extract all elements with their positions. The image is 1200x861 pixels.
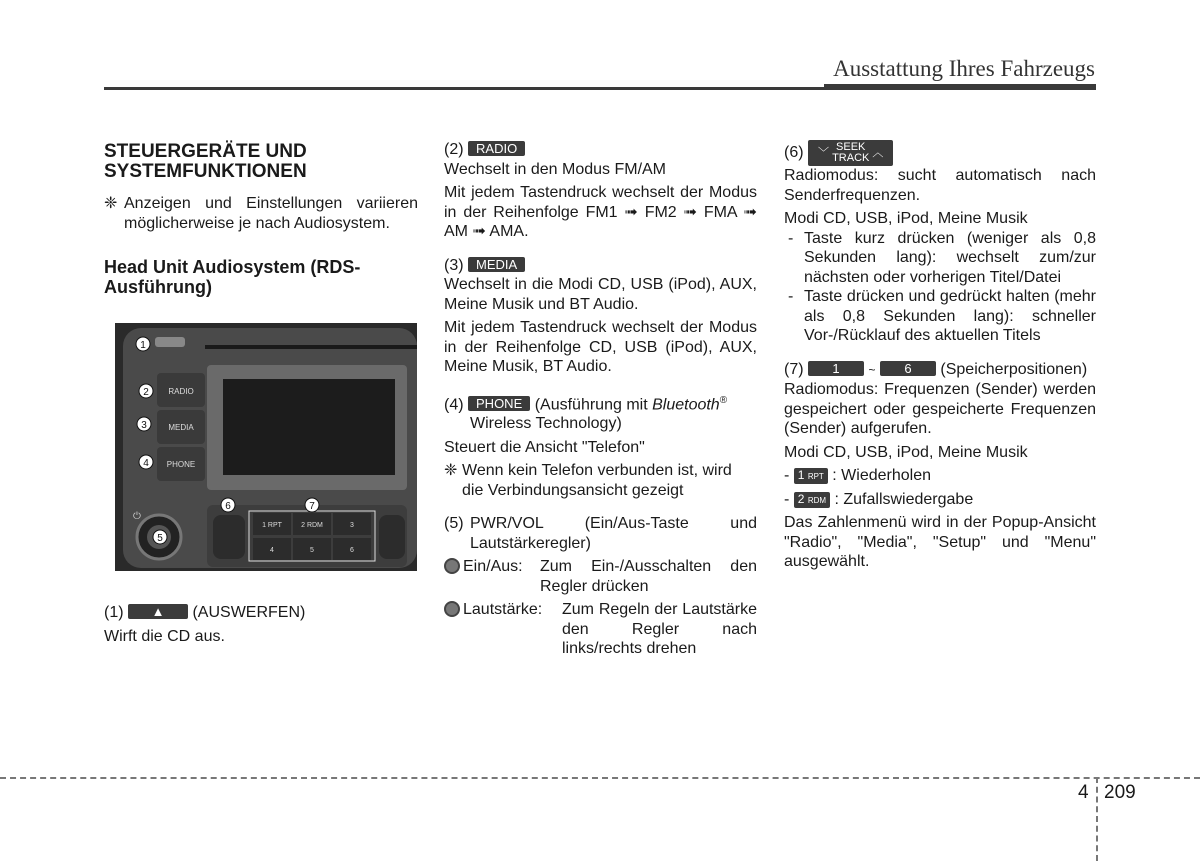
radio-label: RADIO (168, 387, 194, 396)
page-number: 209 (1104, 782, 1136, 803)
item-4-head-cont: Wireless Technology) (470, 415, 622, 433)
preset-1-label: 1 (808, 361, 864, 376)
repeat-line: - 1 RPT : Wiederholen (784, 467, 931, 484)
rpt-button-label: 1 RPT (794, 468, 828, 484)
callout-3: 3 (141, 420, 147, 431)
item-3-p1: Wechselt in die Modi CD, USB (iPod), AUX, Meine Musik und BT Audio. (444, 276, 757, 313)
preset-1-label: 1 RPT (262, 522, 282, 529)
radio-button-label: RADIO (468, 141, 525, 156)
section-heading: STEUERGERÄTE UND SYSTEMFUNKTIONEN (104, 141, 307, 182)
cd-slot (205, 345, 417, 349)
pty-button (379, 515, 405, 559)
preset-4-label: 4 (270, 547, 274, 554)
column-2 (444, 140, 757, 659)
preset-3-label: 3 (350, 522, 354, 529)
phone-button-label: PHONE (468, 396, 530, 411)
media-button-label: MEDIA (468, 257, 525, 272)
item-5-vol: Lautstärke: Zum Regeln der Lautstärke den Regler nach links/rechts drehen (444, 600, 757, 659)
item-7-p2: Modi CD, USB, iPod, Meine Musik (784, 443, 1028, 461)
item-1: (1) ▲ (AUSWERFEN) (104, 604, 306, 621)
note-icon: ❈ (444, 462, 458, 480)
item-2-p2: Mit jedem Tastendruck wechselt der Modus in der Reihenfolge FM1 ➟ FM2 ➟ FMA ➟ AM ➟ AMA. (444, 184, 757, 240)
item-5: (5) PWR/VOL (Ein/Aus-Taste und Lautstärkeregler) (444, 515, 757, 552)
knob-icon (444, 601, 460, 617)
item-2-p1: Wechselt in den Modus FM/AM (444, 160, 667, 178)
rdm-button-label: 2 RDM (794, 492, 830, 508)
item-6-head: (6) ﹀ SEEK TRACK ︿ (784, 140, 1096, 166)
column-3 (784, 140, 1096, 572)
media-label: MEDIA (168, 423, 194, 432)
power-icon: ⏻ (133, 511, 141, 522)
chapter-number: 4 (1078, 782, 1089, 803)
callout-6: 6 (225, 501, 231, 512)
callout-2: 2 (143, 387, 149, 398)
item-7-p3: Das Zahlenmenü wird in der Popup-Ansicht "Radio", "Media", "Setup" und "Menu" ausgewählt. (784, 514, 1096, 570)
chevron-down-icon: ﹀ (818, 146, 830, 159)
knob-icon (444, 558, 460, 574)
eject-icon: ▲ (128, 604, 188, 619)
preset-2-label: 2 RDM (301, 522, 323, 529)
item-6-d1: - Taste kurz drücken (weniger als 0,8 Sekunden lang): wechselt zum/zur nächsten oder vorherigen Titel/Datei (788, 229, 1096, 286)
running-header: Ausstattung Ihres Fahrzeugs (833, 56, 1095, 81)
note (104, 194, 418, 233)
subheading: Head Unit Audiosystem (RDS-Ausführung) (104, 257, 361, 297)
item-6-d2: - Taste drücken und gedrückt halten (mehr als 0,8 Sekunden lang): schneller Vor-/Rücklauf des aktuellen Titels (788, 288, 1096, 344)
item-6-p1: Radiomodus: sucht automatisch nach Senderfrequenzen. (784, 167, 1096, 204)
item-3-p2: Mit jedem Tastendruck wechselt der Modus in der Reihenfolge CD, USB (iPod), AUX, Meine Musik, BT Audio. (444, 319, 757, 375)
callout-4: 4 (143, 458, 149, 469)
item-4-head: (4) PHONE (Ausführung mit Bluetooth® (444, 394, 728, 413)
seek-track-button-label: ﹀ SEEK TRACK ︿ (808, 140, 893, 166)
note-icon: ❈ (104, 195, 118, 212)
callout-7: 7 (309, 501, 315, 512)
footer-rule (0, 777, 1200, 779)
preset-5-label: 5 (310, 547, 314, 554)
item-7-p1: Radiomodus: Frequenzen (Sender) werden gespeichert oder gespeicherte Frequenzen (Sender) aufgerufen. (784, 381, 1096, 437)
note-text: Anzeigen und Einstellungen variieren möglicherweise je nach Audiosystem. (124, 195, 418, 232)
item-2-head: (2) RADIO (444, 140, 757, 160)
random-line: - 2 RDM : Zufallswiedergabe (784, 490, 974, 508)
item-5-on: Ein/Aus: Zum Ein-/Ausschalten den Regler drücken (444, 557, 757, 596)
item-4-p1: Steuert die Ansicht "Telefon" (444, 438, 645, 456)
header-rule-accent (824, 84, 1096, 88)
item-3-head: (3) MEDIA (444, 256, 757, 276)
display-screen (223, 379, 395, 475)
callout-5: 5 (157, 533, 163, 544)
seek-button (213, 515, 245, 559)
item-6-p2: Modi CD, USB, iPod, Meine Musik (784, 210, 1028, 227)
phone-label: PHONE (166, 460, 196, 469)
footer-divider (1096, 777, 1098, 861)
preset-6-label: 6 (880, 361, 936, 376)
eject-button (155, 337, 185, 347)
item-7-head: (7) 1 ~ 6 (Speicherpositionen) (784, 360, 1088, 378)
item-4-note: ❈ Wenn kein Telefon verbunden ist, wird die Verbindungsansicht gezeigt (444, 462, 732, 499)
preset-6-label: 6 (350, 547, 354, 554)
callout-1: 1 (140, 340, 146, 351)
head-unit-illustration (115, 323, 417, 571)
item-1-desc: Wirft die CD aus. (104, 627, 225, 645)
chevron-up-icon: ︿ (872, 146, 884, 159)
